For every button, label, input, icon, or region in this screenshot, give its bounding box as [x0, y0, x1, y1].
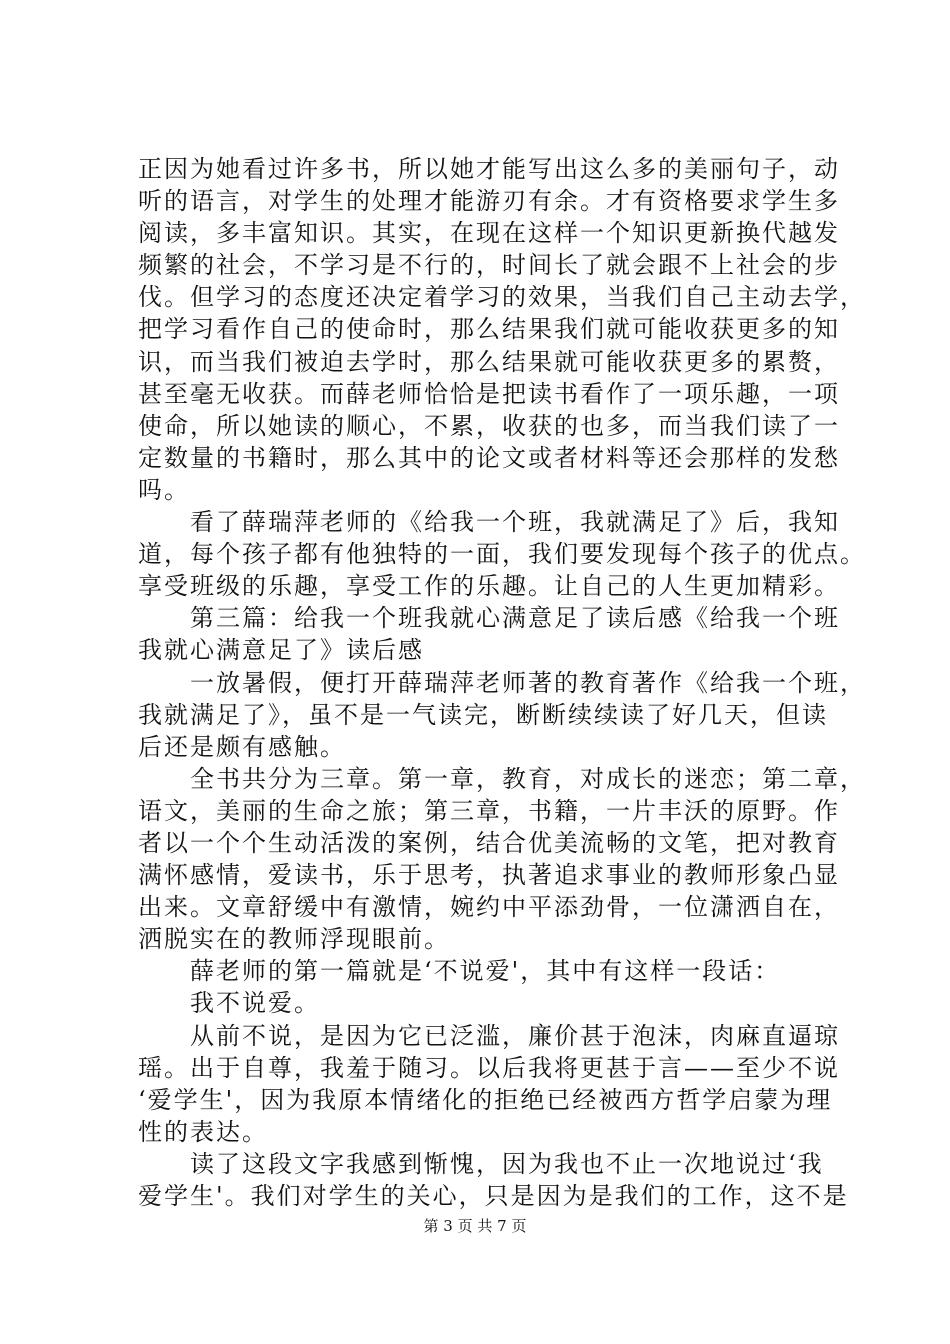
- text-line: 我就心满意足了》读后感: [138, 636, 424, 665]
- text-line: 享受班级的乐趣，享受工作的乐趣。让自己的人生更加精彩。: [138, 572, 840, 601]
- text-line: 第三篇：给我一个班我就心满意足了读后感《给我一个班: [138, 604, 840, 633]
- text-line: 从前不说，是因为它已泛滥，廉价甚于泡沫，肉麻直逼琼: [138, 1021, 840, 1050]
- text-line: ‘爱学生'，因为我原本情绪化的拒绝已经被西方哲学启蒙为理: [138, 1085, 833, 1114]
- body-text: [138, 153, 866, 1212]
- text-line: 看了薛瑞萍老师的《给我一个班，我就满足了》后，我知: [138, 508, 840, 537]
- text-line: 性的表达。: [138, 1117, 268, 1146]
- text-line: 定数量的书籍时，那么其中的论文或者材料等还会那样的发愁: [138, 443, 840, 472]
- text-line: 后还是颇有感触。: [138, 732, 346, 761]
- text-line: 满怀感情，爱读书，乐于思考，执著追求事业的教师形象凸显: [138, 861, 840, 890]
- text-line: 甚至毫无收获。而薛老师恰恰是把读书看作了一项乐趣，一项: [138, 379, 840, 408]
- text-line: 全书共分为三章。第一章，教育，对成长的迷恋；第二章，: [138, 764, 866, 793]
- text-line: 正因为她看过许多书，所以她才能写出这么多的美丽句子，动: [138, 155, 840, 183]
- text-line: 听的语言，对学生的处理才能游刃有余。才有资格要求学生多: [138, 187, 840, 216]
- text-line: 我不说爱。: [138, 989, 320, 1018]
- text-line: 使命，所以她读的顺心，不累，收获的也多，而当我们读了一: [138, 411, 840, 440]
- text-line: 洒脱实在的教师浮现眼前。: [138, 925, 450, 954]
- text-line: 频繁的社会，不学习是不行的，时间长了就会跟不上社会的步: [138, 251, 840, 280]
- text-line: 我就满足了》，虽不是一气读完，断断续续读了好几天，但读: [138, 700, 828, 729]
- text-line: 爱学生'。我们对学生的关心，只是因为是我们的工作，这不是: [138, 1182, 849, 1210]
- page-number: 第 3 页 共 7 页: [423, 1217, 527, 1235]
- text-line: 阅读，多丰富知识。其实，在现在这样一个知识更新换代越发: [138, 219, 840, 248]
- text-line: 者以一个个生动活泼的案例，结合优美流畅的文笔，把对教育: [138, 828, 840, 857]
- text-line: 道，每个孩子都有他独特的一面，我们要发现每个孩子的优点。: [138, 540, 866, 569]
- text-line: 伐。但学习的态度还决定着学习的效果，当我们自己主动去学，: [138, 283, 866, 312]
- text-line: 把学习看作自己的使命时，那么结果我们就可能收获更多的知: [138, 315, 840, 344]
- text-line: 识，而当我们被迫去学时，那么结果就可能收获更多的累赘，: [138, 347, 840, 376]
- text-line: 薛老师的第一篇就是‘不说爱'，其中有这样一段话：: [138, 957, 781, 986]
- text-line: 吗。: [138, 475, 190, 504]
- text-line: 出来。文章舒缓中有激情，婉约中平添劲骨，一位潇洒自在，: [138, 893, 840, 922]
- text-line: 一放暑假，便打开薛瑞萍老师著的教育著作《给我一个班，: [138, 668, 866, 697]
- page-footer: [0, 1216, 950, 1236]
- text-line: 语文，美丽的生命之旅；第三章，书籍，一片丰沃的原野。作: [138, 796, 840, 825]
- text-line: 瑶。出于自尊，我羞于随习。以后我将更甚于言——至少不说: [138, 1053, 840, 1082]
- text-line: 读了这段文字我感到惭愧，因为我也不止一次地说过‘我: [138, 1149, 824, 1178]
